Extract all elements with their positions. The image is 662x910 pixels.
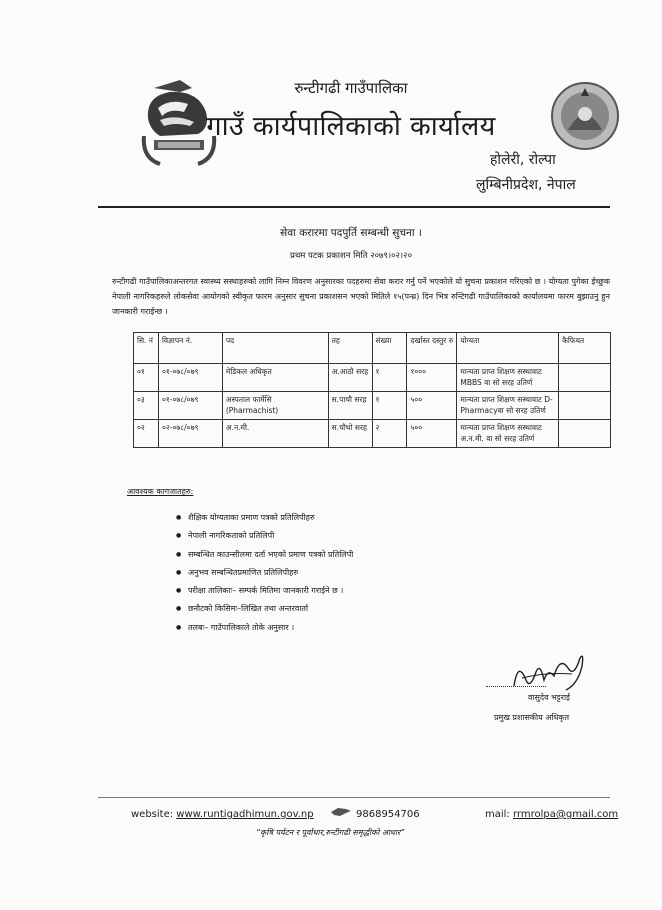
- cell-remarks: [559, 364, 611, 392]
- table-row: [134, 364, 611, 392]
- col-header-sn: सि. नं: [134, 333, 159, 364]
- address-line-1: होलेरी, रोल्पा: [490, 152, 556, 168]
- col-header-level: तह: [328, 333, 372, 364]
- cell-count: १: [372, 392, 407, 420]
- list-item: ● सम्बन्धित काउन्सीलमा दर्ता भएको प्रमाण पत्रको प्रतिलिपी: [188, 549, 353, 567]
- email-label: mail:: [485, 809, 510, 820]
- cell-post: अस्पताल फार्मेसि (Pharmachist): [222, 392, 328, 420]
- cell-level: स.पाचौ सरह: [328, 392, 372, 420]
- email-link[interactable]: rrmrolpa@gmail.com: [512, 809, 619, 820]
- notice-title: सेवा करारमा पदपुर्ति सम्बन्धी सुचना ।: [280, 227, 422, 239]
- cell-qualification: मान्यता प्राप्त शिक्षण सस्थावाट MBBS वा सो सरह उतिर्ण: [457, 364, 559, 392]
- vacancy-table: [133, 332, 611, 448]
- list-item: ● नेपाली नागरिकताको प्रतिलिपी: [188, 530, 353, 548]
- col-header-remarks: कैफियत: [559, 333, 611, 364]
- cell-ad-no: ०१-०७८/०७९: [158, 392, 222, 420]
- cell-qualification: मान्यता प्राप्त शिक्षण सस्थावाट अ.न.मी. वा सो सरह उतिर्ण: [457, 420, 559, 448]
- cell-count: २: [372, 420, 407, 448]
- website-label: website:: [131, 809, 174, 820]
- col-header-post: पद: [222, 333, 328, 364]
- cell-remarks: [559, 392, 611, 420]
- cell-fee: ५००: [407, 392, 457, 420]
- cell-fee: ५००: [407, 420, 457, 448]
- col-header-qualification: योग्यता: [457, 333, 559, 364]
- table-header-row: [134, 333, 611, 364]
- website-link[interactable]: www.runtigadhimun.gov.np: [176, 809, 314, 820]
- address-line-2: लुम्बिनीप्रदेश, नेपाल: [476, 177, 576, 193]
- signature-line: [486, 686, 546, 687]
- signature-icon: [496, 650, 596, 696]
- footer-email: [485, 809, 618, 820]
- notice-body-paragraph: रुन्टीगढी गाउँपालिकाअन्तरगत स्वास्थ्य सस्थाहरुको लागि निम्न विवरण अनुसारका पदहरुमा सेवा करार गर्नु पर्ने भएकोले यो सुचना प्रकाशन गरिएको छ । योग्यता पुगेका ईच्छुक नेपाली नागरिकहरुले लोकसेवा आयोगको स्वीकृत फारम अनुसार सुचना प्रकाशसन भएको मितिले १५(पन्ध्र) दिन भित्र रुन्टिगढी गाउँपालिकाको कार्यालयमा फारम बुझाउनु हुन जानकारी गराईन्छ ।: [112, 277, 610, 316]
- cell-sn: ०१: [134, 364, 159, 392]
- signatory-title: प्रमुख प्रशासकीय अधिकृत: [494, 713, 570, 722]
- footer-phone: 9868954706: [356, 809, 420, 820]
- cell-fee: १०००: [407, 364, 457, 392]
- signatory-name: वासुदेव भट्टराई: [528, 693, 570, 702]
- phone-icon: [330, 806, 352, 818]
- table-row: [134, 420, 611, 448]
- cell-sn: ०३: [134, 392, 159, 420]
- footer-divider: [98, 797, 610, 798]
- header-divider: [98, 206, 610, 208]
- footer-slogan: “कृषि पर्यटन र पूर्वाधार,रुन्टीगढी समृद्धीको आधार”: [256, 828, 405, 837]
- requirements-heading: आवश्यक कागजातहरु:: [127, 487, 194, 496]
- table-row: [134, 392, 611, 420]
- col-header-ad-no: विज्ञापन नं.: [158, 333, 222, 364]
- list-item: ● छनौटको किसिमः–लिखित तथा अन्तरवार्ता: [188, 603, 353, 621]
- cell-ad-no: ०१-०७८/०७९: [158, 364, 222, 392]
- list-item: ● शैक्षिक योग्यताका प्रमाण पत्रको प्रतिलिपीहरु: [188, 512, 353, 530]
- list-item: ● तलबः– गाउँपालिकाले तोके अनुसार ।: [188, 622, 353, 640]
- list-item: ● अनुभव सम्बन्धितप्रमाणित प्रतिलिपीहरु: [188, 567, 353, 585]
- col-header-count: संख्या: [372, 333, 407, 364]
- cell-post: अ.न.मी.: [222, 420, 328, 448]
- notice-date: प्रथम पटक प्रकाशन मिति २०७९।०२।२०: [290, 251, 412, 261]
- list-item: ● परीक्षा तालिकाः– सम्पर्क मितिमा जानकारी गराईने छ ।: [188, 585, 353, 603]
- requirements-list: [188, 512, 353, 640]
- col-header-fee: दर्खास्त दस्तुर रु: [407, 333, 457, 364]
- cell-level: स.चौथो सरह: [328, 420, 372, 448]
- org-office-title: गाउँ कार्यपालिकाको कार्यालय: [206, 111, 496, 142]
- footer-website: [131, 809, 314, 820]
- org-name-small: रुन्टीगढी गाउँपालिका: [294, 79, 408, 97]
- cell-remarks: [559, 420, 611, 448]
- cell-count: १: [372, 364, 407, 392]
- cell-post: मेडिकल अधिकृत: [222, 364, 328, 392]
- cell-sn: ०२: [134, 420, 159, 448]
- cell-ad-no: ०२-०७८/०७९: [158, 420, 222, 448]
- cell-level: अ.आठौ सरह: [328, 364, 372, 392]
- cell-qualification: मान्यता प्राप्त शिक्षण सस्थावाट D-Pharmacyवा सो सरह उतिर्ण: [457, 392, 559, 420]
